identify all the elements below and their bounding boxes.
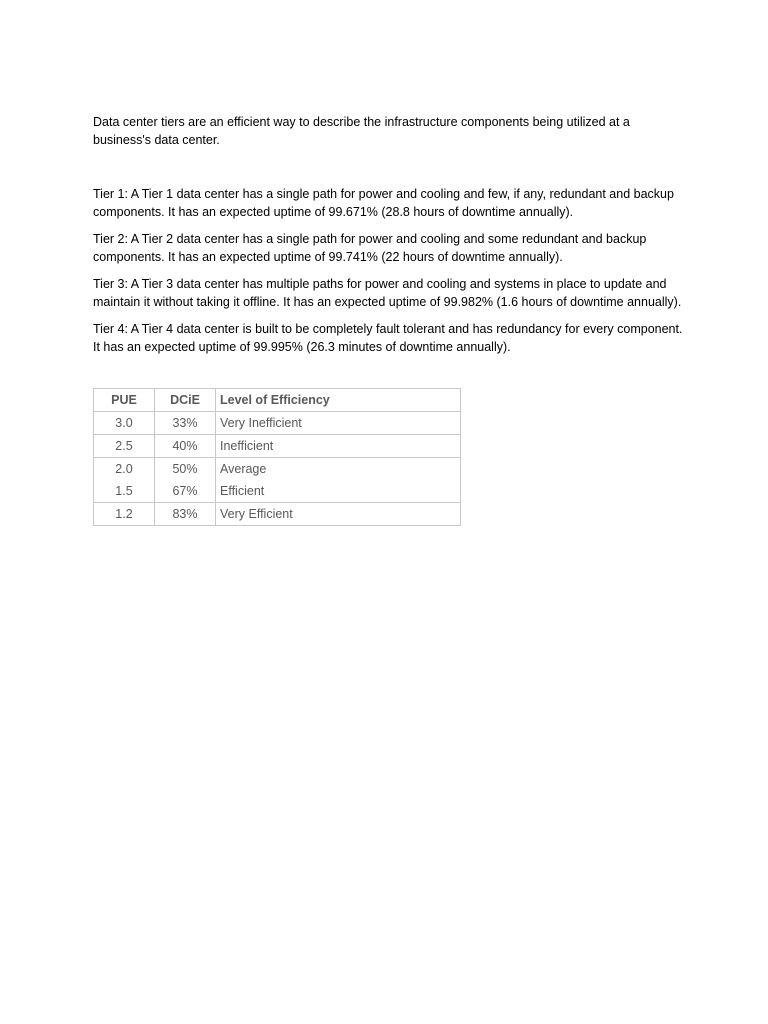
tier-4-paragraph: Tier 4: A Tier 4 data center is built to be completely fault tolerant and has redundancy for every component. It has an expected uptime of 99.995% (26.3 minutes of downtime annually). (93, 322, 683, 354)
header-pue: PUE (94, 389, 155, 412)
tier-1-paragraph: Tier 1: A Tier 1 data center has a single path for power and cooling and few, if any, redundant and backup components. It has an expected uptime of 99.671% (28.8 hours of downtime annually). (93, 187, 674, 219)
cell-level: Very Efficient (216, 503, 461, 526)
header-dcie: DCiE (155, 389, 216, 412)
intro-paragraph: Data center tiers are an efficient way to describe the infrastructure components being utilized at a business's data center. (93, 115, 630, 147)
table-row (94, 503, 461, 526)
cell-level: Efficient (216, 480, 461, 503)
efficiency-table (93, 388, 461, 526)
cell-level: Very Inefficient (216, 412, 461, 435)
cell-dcie: 50% (155, 458, 216, 481)
cell-pue: 3.0 (94, 412, 155, 435)
cell-dcie: 67% (155, 480, 216, 503)
cell-dcie: 33% (155, 412, 216, 435)
document-page (93, 114, 683, 526)
cell-pue: 1.2 (94, 503, 155, 526)
table-row (94, 480, 461, 503)
cell-pue: 2.5 (94, 435, 155, 458)
cell-level: Average (216, 458, 461, 481)
table-header-row (94, 389, 461, 412)
tier-3-paragraph: Tier 3: A Tier 3 data center has multiple paths for power and cooling and systems in place to update and maintain it without taking it offline. It has an expected uptime of 99.982% (1.6 hours of downtime annually). (93, 277, 682, 309)
table-row (94, 458, 461, 481)
tier-2-paragraph: Tier 2: A Tier 2 data center has a single path for power and cooling and some redundant and backup components. It has an expected uptime of 99.741% (22 hours of downtime annually). (93, 232, 647, 264)
cell-dcie: 40% (155, 435, 216, 458)
table-row (94, 435, 461, 458)
cell-pue: 1.5 (94, 480, 155, 503)
cell-pue: 2.0 (94, 458, 155, 481)
cell-level: Inefficient (216, 435, 461, 458)
table-row (94, 412, 461, 435)
header-level-of-efficiency: Level of Efficiency (216, 389, 461, 412)
efficiency-table-wrapper (93, 388, 683, 526)
cell-dcie: 83% (155, 503, 216, 526)
